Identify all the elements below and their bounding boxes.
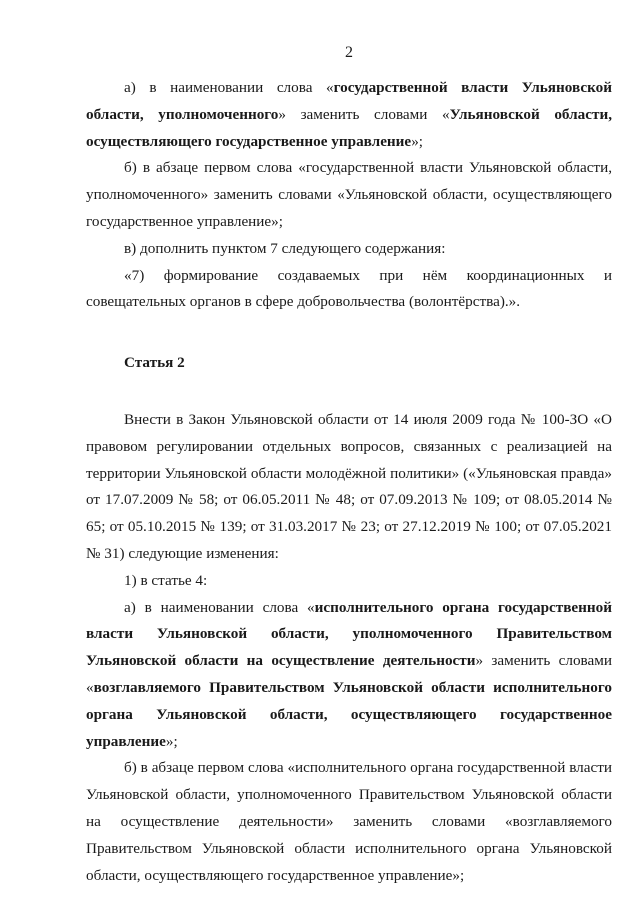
paragraph (86, 407, 612, 568)
paragraph (86, 236, 612, 263)
text-run: в) дополнить пунктом 7 следующего содержания: (124, 239, 446, 257)
paragraph (86, 568, 612, 595)
paragraph (86, 755, 612, 889)
text-run: а) в наименовании слова « (124, 79, 334, 96)
paragraph (86, 263, 612, 317)
text-run: »; (165, 732, 178, 750)
article-heading: Статья 2 (124, 354, 185, 372)
bold-text-run: возглавляемого Правительством Ульяновской области исполнительного органа Ульяновской области, осуществляющего государственное управление (86, 678, 612, 750)
text-run: Внести в Закон Ульяновской области от 14 июля 2009 года № 100-ЗО «О правовом регулировании отдельных вопросов, связанных с реализацией на территории Ульяновской области молодёжной политики» («Ульяновская правда» от 17.07.2009 № 58; от 06.05.2011 № 48; от 07.09.2013 № 109; от 08.05.2014 № 65; от 05.10.2015 № 139; от 31.03.2017 № 23; от 27.12.2019 № 100; от 07.05.2021 № 31) следующие изменения: (86, 410, 612, 562)
paragraph (86, 155, 612, 235)
text-run: 1) в статье 4: (124, 571, 208, 589)
document-body (86, 75, 612, 889)
text-run: б) в абзаце первом слова «государственной власти Ульяновской области, уполномоченного» заменить словами «Ульяновской области, осуществляющего государственное управление»; (86, 159, 612, 230)
text-run: б) в абзаце первом слова «исполнительного органа государственной власти Ульяновской области, уполномоченного Правительством Ульяновской области на осуществление деятельности» заменить словами «возглавляемого Правительством Ульяновской области исполнительного органа Ульяновской области, осуществляющего государственное управление»; (86, 759, 612, 884)
paragraph (86, 595, 612, 756)
text-run: » заменить словами « (86, 652, 612, 696)
page-number: 2 (345, 44, 353, 61)
bold-text-run: Ульяновской области, осуществляющего государственное управление (86, 105, 612, 150)
text-run: » заменить словами « (278, 105, 450, 123)
text-run: а) в наименовании слова « (124, 598, 315, 616)
bold-text-run: государственной власти Ульяновской области, уполномоченного (86, 79, 612, 123)
paragraph (86, 75, 612, 155)
bold-text-run: исполнительного органа государственной власти Ульяновской области, уполномоченного Правительством Ульяновской области на осуществление деятельности (86, 598, 612, 670)
text-run: «7) формирование создаваемых при нём координационных и совещательных органов в сфере добровольчества (волонтёрства).». (86, 266, 612, 311)
spacer (86, 316, 612, 350)
spacer (86, 377, 612, 407)
text-run: »; (411, 132, 424, 150)
